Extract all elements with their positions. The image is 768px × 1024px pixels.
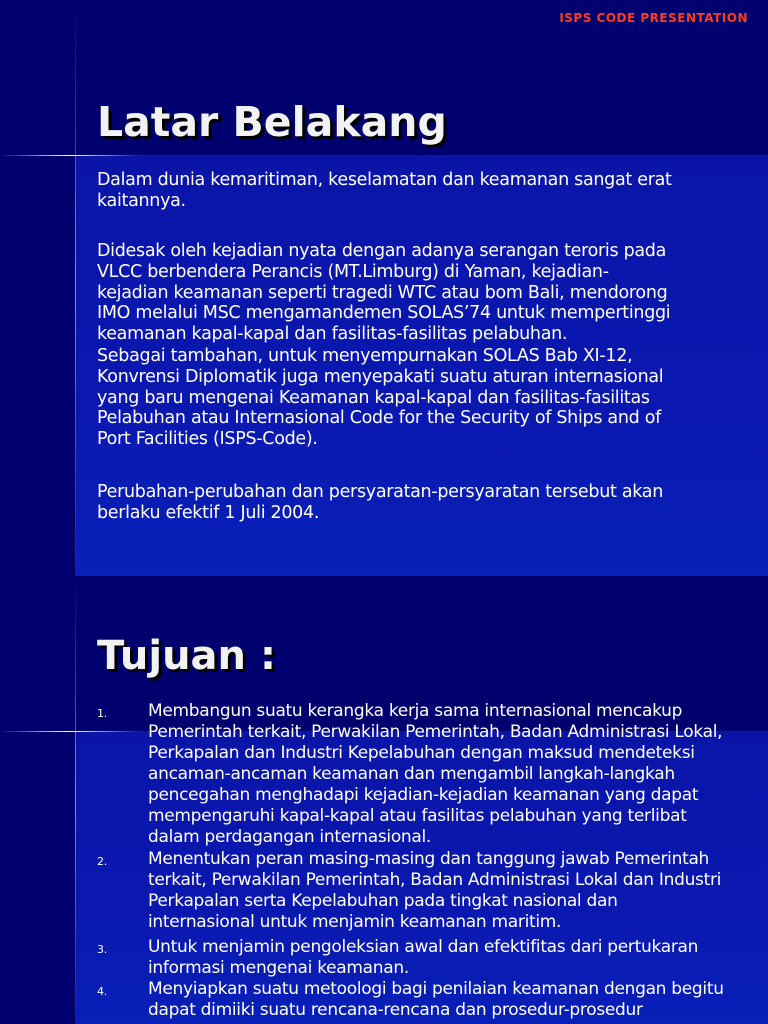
paragraph	[97, 346, 663, 450]
paragraph-line: Konvrensi Diplomatik juga menyepakati suatu aturan internasional	[97, 366, 664, 387]
paragraph-line: Port Facilities (ISPS-Code).	[97, 429, 318, 450]
list-line: terkait, Perwakilan Pemerintah, Badan Administrasi Lokal dan Industri	[148, 870, 722, 890]
paragraph-line: Dalam dunia kemaritiman, keselamatan dan keamanan sangat erat	[97, 170, 672, 190]
paragraph-line: Pelabuhan atau Internasional Code for the Security of Ships and of	[97, 408, 661, 429]
paragraph-line: berlaku efektif 1 Juli 2004.	[97, 502, 320, 523]
list-text	[148, 979, 724, 1021]
list-number: 1.	[97, 707, 107, 720]
paragraph-line: keamanan kapal-kapal dan fasilitas-fasilitas pelabuhan.	[97, 324, 568, 345]
paragraph-line: Sebagai tambahan, untuk menyempurnakan SOLAS Bab XI-12,	[97, 346, 633, 366]
paragraph	[97, 241, 670, 345]
paragraph-line: IMO melalui MSC mengamandemen SOLAS’74 untuk mempertinggi	[97, 303, 671, 324]
paragraph-line: Didesak oleh kejadian nyata dengan adanya serangan teroris pada	[97, 241, 667, 261]
slide-tujuan	[0, 576, 768, 1024]
paragraph	[97, 170, 672, 212]
decorative-line	[75, 576, 76, 1024]
paragraph-line: VLCC berbendera Perancis (MT.Limburg) di Yaman, kejadian-	[97, 261, 609, 282]
list-line: dalam perdagangan internasional.	[148, 827, 432, 847]
slide-title: Tujuan :	[97, 633, 276, 679]
paragraph-line: yang baru mengenai Keamanan kapal-kapal dan fasilitas-fasilitas	[97, 387, 650, 408]
paragraph-line: kejadian keamanan seperti tragedi WTC atau bom Bali, mendorong	[97, 282, 668, 303]
list-line: Perkapalan dan Industri Kepelabuhan dengan maksud mendeteksi	[148, 743, 695, 763]
presentation-header: ISPS CODE PRESENTATION	[559, 11, 748, 25]
paragraph-line: kaitannya.	[97, 190, 186, 211]
list-text	[148, 849, 721, 933]
slide-title: Latar Belakang	[97, 98, 447, 146]
list-number: 2.	[97, 855, 107, 868]
list-number: 3.	[97, 943, 107, 956]
list-line: Untuk menjamin pengoleksian awal dan efektifitas dari pertukaran	[148, 937, 699, 957]
list-line: informasi mengenai keamanan.	[148, 958, 409, 978]
list-line: pencegahan menghadapi kejadian-kejadian keamanan yang dapat	[148, 785, 699, 805]
list-line: Menentukan peran masing-masing dan tanggung jawab Pemerintah	[148, 849, 710, 869]
paragraph-line: Perubahan-perubahan dan persyaratan-persyaratan tersebut akan	[97, 482, 663, 502]
decorative-line	[0, 731, 140, 732]
list-text	[148, 937, 698, 979]
decorative-line	[75, 0, 76, 576]
list-line: ancaman-ancaman keamanan dan mengambil langkah-langkah	[148, 764, 675, 784]
list-line: dapat dimiiki suatu rencana-rencana dan prosedur-prosedur	[148, 1000, 643, 1020]
decorative-line	[0, 155, 140, 156]
paragraph	[97, 482, 663, 524]
list-line: Perkapalan serta Kepelabuhan pada tingkat nasional dan	[148, 891, 618, 911]
list-line: Membangun suatu kerangka kerja sama internasional mencakup	[148, 701, 683, 721]
list-number: 4.	[97, 985, 107, 998]
list-line: Pemerintah terkait, Perwakilan Pemerintah, Badan Administrasi Lokal,	[148, 722, 723, 742]
list-line: Menyiapkan suatu metoologi bagi penilaian keamanan dengan begitu	[148, 979, 724, 999]
list-text	[148, 701, 722, 848]
list-line: mempengaruhi kapal-kapal atau fasilitas pelabuhan yang terlibat	[148, 806, 687, 826]
list-line: internasional untuk menjamin keamanan maritim.	[148, 912, 562, 932]
